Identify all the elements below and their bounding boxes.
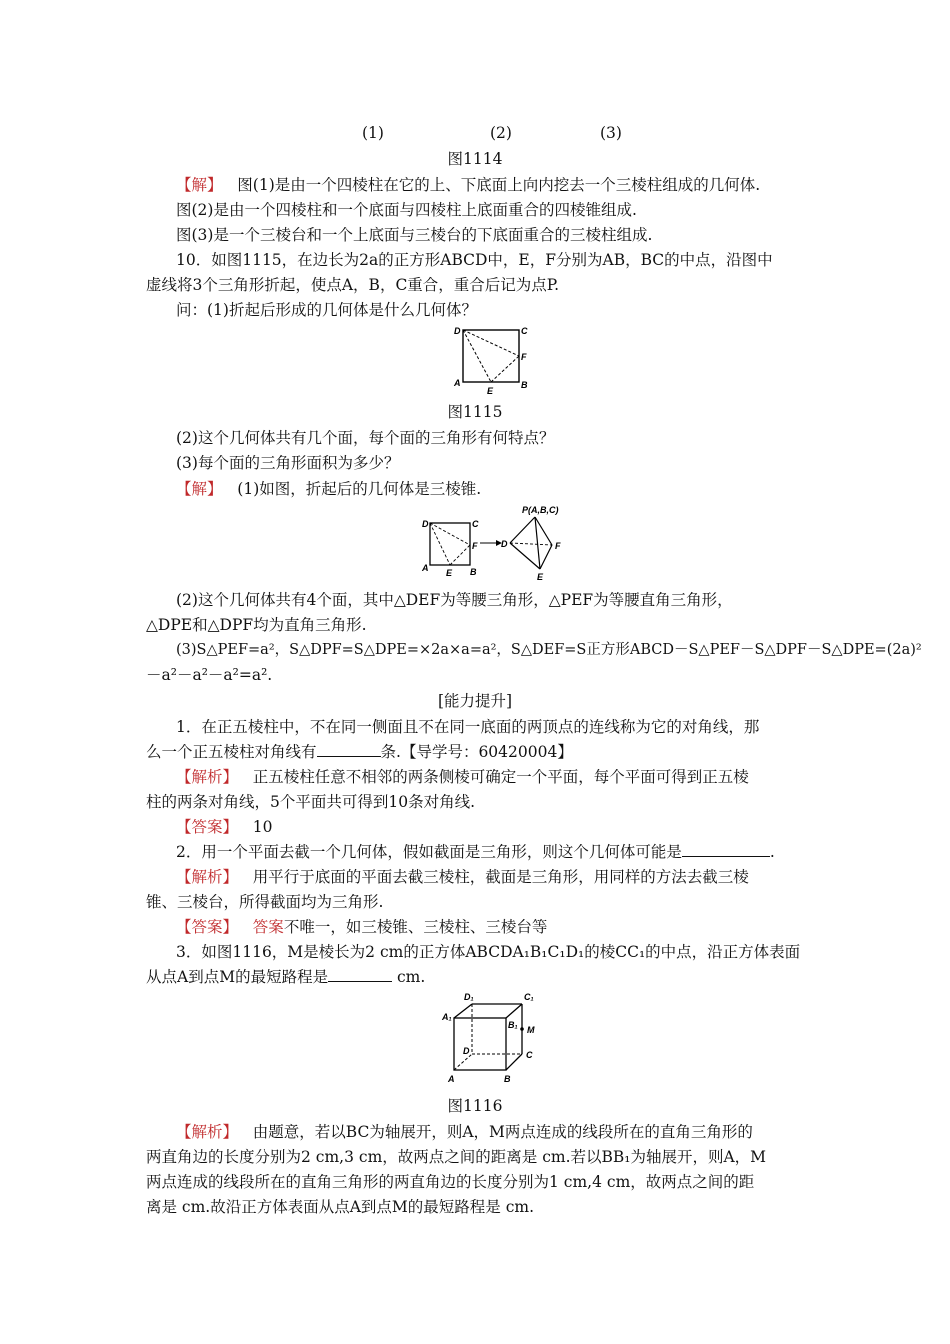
q1-line1: 1．在正五棱柱中，不在同一侧面且不在同一底面的两顶点的连线称为它的对角线，那 xyxy=(176,718,760,736)
q3-analysis-line3: 两点连成的线段所在的直角三角形的两直角边的长度分别为1 cm,4 cm，故两点之间的距 xyxy=(146,1173,755,1191)
answer-tag: 【答案】 xyxy=(176,818,239,836)
q10-sub2: (2)这个几何体共有几个面，每个面的三角形有何特点？ xyxy=(176,429,555,447)
tetra-label-p: P(A,B,C) xyxy=(522,505,559,515)
solution-tag: 【解】 xyxy=(176,480,223,498)
q1-answer: 10 xyxy=(252,818,273,836)
label-c: C xyxy=(521,326,528,336)
fold-label-a: A xyxy=(422,563,429,573)
fig1115-square-diagram xyxy=(450,322,530,402)
point-m xyxy=(520,1027,524,1031)
q1-analysis-line1 xyxy=(176,767,749,787)
q3-analysis-line1 xyxy=(176,1122,753,1142)
q2-answer: 不唯一，如三棱锥、三棱柱、三棱台等 xyxy=(283,918,548,936)
fig-fold-diagram xyxy=(420,503,570,583)
q3-line1: 3．如图1116，M是棱长为2 cm的正方体ABCDA₁B₁C₁D₁的棱CC₁的中点，沿正方体表面 xyxy=(176,943,801,961)
cube-label-c: C xyxy=(526,1050,533,1060)
sol10-line3: △DPE和△DPF均为直角三角形. xyxy=(146,616,367,634)
cube-label-d1: D₁ xyxy=(464,992,474,1002)
q3-line2b: cm. xyxy=(392,968,426,986)
fig1114-label-1: (1) xyxy=(362,124,384,142)
fig1116-cube-diagram xyxy=(440,990,550,1090)
q2-line1 xyxy=(176,842,775,862)
q2-answer-line xyxy=(176,917,547,937)
sol9-line3: 图(3)是一个三棱台和一个上底面与三棱台的下底面重合的三棱柱组成. xyxy=(176,226,653,244)
fig1116-caption: 图1116 xyxy=(447,1097,503,1115)
cube-label-a: A xyxy=(448,1074,455,1084)
analysis-tag: 【解析】 xyxy=(176,768,239,786)
label-a: A xyxy=(454,378,461,388)
fold-line-de xyxy=(463,330,491,382)
cube-label-c1: C₁ xyxy=(524,992,534,1002)
tetra-label-e: E xyxy=(537,572,544,582)
q2-line1b: . xyxy=(769,843,775,861)
cube-label-b1: B₁ xyxy=(508,1020,518,1030)
tetra-label-f: F xyxy=(555,541,561,551)
label-f: F xyxy=(521,352,527,362)
fig1114-caption: 图1114 xyxy=(447,150,503,168)
sol9-line2: 图(2)是由一个四棱柱和一个底面与四棱柱上底面重合的四棱锥组成. xyxy=(176,201,637,219)
q1-analysis1: 正五棱柱任意不相邻的两条侧棱可确定一个平面，每个平面可得到正五棱 xyxy=(252,768,749,786)
q1-line2 xyxy=(146,742,573,762)
q10-line1: 10．如图1115，在边长为2a的正方形ABCD中，E，F分别为AB，BC的中点，沿图中 xyxy=(176,251,773,269)
label-d: D xyxy=(454,326,461,336)
fold-label-c: C xyxy=(472,519,479,529)
q2-line1a: 2．用一个平面去截一个几何体，假如截面是三角形，则这个几何体可能是 xyxy=(176,843,682,861)
fold-line-ef xyxy=(491,356,519,382)
answer-blank xyxy=(328,967,392,982)
q2-analysis-line2: 锥、三棱台，所得截面均为三角形. xyxy=(146,893,384,911)
square-abcd xyxy=(463,330,519,382)
q3-analysis-line2: 两直角边的长度分别为2 cm,3 cm，故两点之间的距离是 cm.若以BB₁为轴展开，则A，M xyxy=(146,1148,767,1166)
answer-blank xyxy=(317,742,381,757)
sol9-line1 xyxy=(176,175,760,195)
label-e: E xyxy=(487,386,494,396)
cube-label-m: M xyxy=(527,1025,535,1035)
q2-analysis1: 用平行于底面的平面去截三棱柱，截面是三角形，用同样的方法去截三棱 xyxy=(252,868,749,886)
fig1115-caption: 图1115 xyxy=(447,403,503,421)
sol10-text1: (1)如图，折起后的几何体是三棱锥. xyxy=(237,480,482,498)
analysis-tag: 【解析】 xyxy=(176,868,239,886)
fig1114-label-3: (3) xyxy=(600,124,622,142)
q3-analysis1: 由题意，若以BC为轴展开，则A，M两点连成的线段所在的直角三角形的 xyxy=(252,1123,753,1141)
sol10-line5: －a²－a²－a²=a². xyxy=(146,666,273,684)
fold-line-df xyxy=(463,330,519,356)
small-square xyxy=(430,523,470,565)
q1-line2a: 么一个正五棱柱对角线有 xyxy=(146,743,317,761)
q3-line2a: 从点A到点M的最短路程是 xyxy=(146,968,329,986)
fig1114-label-2: (2) xyxy=(490,124,512,142)
answer-tag: 【答案】 xyxy=(176,918,239,936)
label-b: B xyxy=(521,380,528,390)
sol10-line4: (3)S△PEF=a²，S△DPF=S△DPE=×2a×a=a²，S△DEF=S正方形ABCD－S△PEF－S△DPF－S△DPE=(2a)² xyxy=(176,642,922,658)
q2-answer-red: 答案 xyxy=(252,918,284,936)
q10-line3: 问：(1)折起后形成的几何体是什么几何体？ xyxy=(176,301,477,319)
fold-label-d: D xyxy=(422,519,429,529)
q10-sub3: (3)每个面的三角形面积为多少？ xyxy=(176,454,400,472)
q10-line2: 虚线将3个三角形折起，使点A，B，C重合，重合后记为点P. xyxy=(146,276,560,294)
cube-label-a1: A₁ xyxy=(442,1012,452,1022)
q1-answer-line xyxy=(176,817,273,837)
q1-analysis-line2: 柱的两条对角线，5个平面共可得到10条对角线. xyxy=(146,793,476,811)
fold-label-e: E xyxy=(446,568,453,578)
sol9-text1: 图(1)是由一个四棱柱在它的上、下底面上向内挖去一个三棱柱组成的几何体. xyxy=(237,176,761,194)
q3-line2 xyxy=(146,967,425,987)
fold-label-b: B xyxy=(470,567,477,577)
cube-label-b: B xyxy=(504,1074,511,1084)
section-title: [能力提升] xyxy=(437,692,513,710)
q3-analysis-line4: 离是 cm.故沿正方体表面从点A到点M的最短路程是 cm. xyxy=(146,1198,535,1216)
fold-label-f: F xyxy=(472,541,478,551)
q1-line2b: 条.【导学号：60420004】 xyxy=(380,743,573,761)
solution-tag: 【解】 xyxy=(176,176,223,194)
sol10-line2: (2)这个几何体共有4个面，其中△DEF为等腰三角形，△PEF为等腰直角三角形， xyxy=(176,591,733,609)
cube-label-d: D xyxy=(463,1046,470,1056)
sol10-line1 xyxy=(176,479,481,499)
q2-analysis-line1 xyxy=(176,867,749,887)
analysis-tag: 【解析】 xyxy=(176,1123,239,1141)
tetra-label-d: D xyxy=(501,539,508,549)
answer-blank xyxy=(682,842,770,857)
